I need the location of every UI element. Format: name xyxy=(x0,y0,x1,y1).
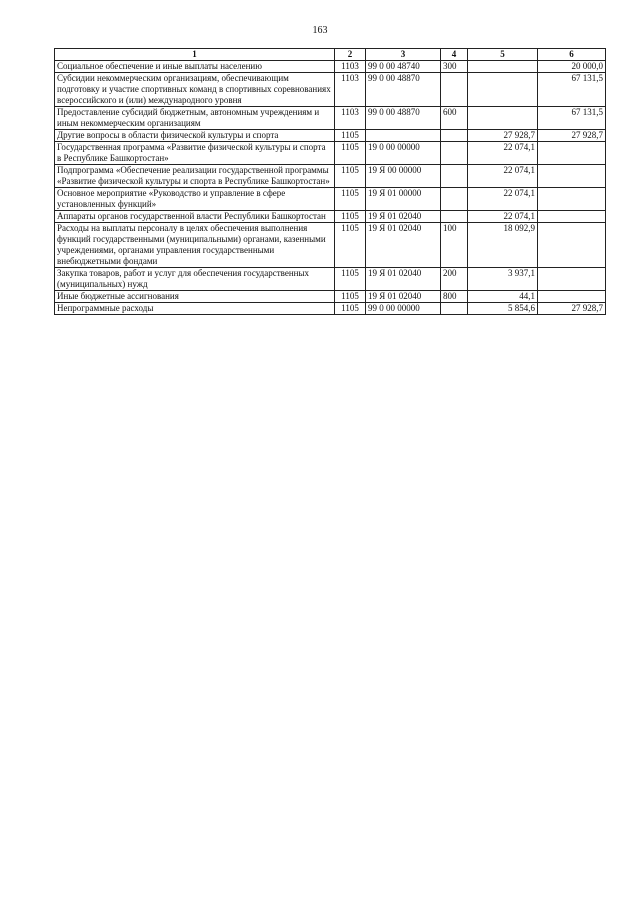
row-amount-5: 18 092,9 xyxy=(468,223,538,268)
table-row xyxy=(55,61,606,73)
row-name: Предоставление субсидий бюджетным, автономным учреждениям и иным некоммерческим организациям xyxy=(55,107,335,130)
row-section: 1103 xyxy=(335,107,366,130)
column-header: 1 xyxy=(55,49,335,61)
row-expense-type: 200 xyxy=(441,268,468,291)
row-amount-6: 67 131,5 xyxy=(538,73,606,107)
row-amount-5 xyxy=(468,61,538,73)
budget-table xyxy=(54,48,606,315)
row-expense-type xyxy=(441,130,468,142)
row-expense-type: 600 xyxy=(441,107,468,130)
row-section: 1105 xyxy=(335,211,366,223)
row-amount-6: 67 131,5 xyxy=(538,107,606,130)
row-amount-6 xyxy=(538,291,606,303)
column-header: 5 xyxy=(468,49,538,61)
row-name: Другие вопросы в области физической культуры и спорта xyxy=(55,130,335,142)
row-expense-type: 100 xyxy=(441,223,468,268)
header-row xyxy=(55,49,606,61)
row-name: Подпрограмма «Обеспечение реализации государственной программы «Развитие физической культуры и спорта в Республике Башкортостан» xyxy=(55,165,335,188)
row-section: 1105 xyxy=(335,165,366,188)
row-expense-type xyxy=(441,73,468,107)
table-row xyxy=(55,303,606,315)
table-row xyxy=(55,130,606,142)
row-target: 99 0 00 00000 xyxy=(366,303,441,315)
row-expense-type xyxy=(441,188,468,211)
row-target xyxy=(366,130,441,142)
column-header: 3 xyxy=(366,49,441,61)
row-amount-5 xyxy=(468,73,538,107)
table-row xyxy=(55,223,606,268)
row-amount-5: 22 074,1 xyxy=(468,211,538,223)
row-target: 19 Я 01 00000 xyxy=(366,188,441,211)
row-section: 1103 xyxy=(335,73,366,107)
row-section: 1103 xyxy=(335,61,366,73)
row-amount-6: 27 928,7 xyxy=(538,303,606,315)
row-target: 19 Я 00 00000 xyxy=(366,165,441,188)
row-section: 1105 xyxy=(335,130,366,142)
row-target: 19 Я 01 02040 xyxy=(366,268,441,291)
table-row xyxy=(55,268,606,291)
table-row xyxy=(55,188,606,211)
row-section: 1105 xyxy=(335,268,366,291)
row-amount-6 xyxy=(538,142,606,165)
row-section: 1105 xyxy=(335,223,366,268)
row-expense-type xyxy=(441,303,468,315)
row-target: 19 Я 01 02040 xyxy=(366,211,441,223)
row-name: Субсидии некоммерческим организациям, обеспечивающим подготовку и участие спортивных команд в спортивных соревнованиях всероссийского и (или) международного уровня xyxy=(55,73,335,107)
row-target: 99 0 00 48740 xyxy=(366,61,441,73)
row-section: 1105 xyxy=(335,142,366,165)
row-amount-6: 27 928,7 xyxy=(538,130,606,142)
row-name: Государственная программа «Развитие физической культуры и спорта в Республике Башкортостан» xyxy=(55,142,335,165)
row-name: Закупка товаров, работ и услуг для обеспечения государственных (муниципальных) нужд xyxy=(55,268,335,291)
row-amount-6 xyxy=(538,188,606,211)
row-amount-6: 20 000,0 xyxy=(538,61,606,73)
row-amount-6 xyxy=(538,211,606,223)
table-header xyxy=(55,49,606,61)
row-expense-type: 800 xyxy=(441,291,468,303)
row-target: 19 Я 01 02040 xyxy=(366,291,441,303)
row-target: 19 0 00 00000 xyxy=(366,142,441,165)
row-amount-6 xyxy=(538,223,606,268)
row-expense-type: 300 xyxy=(441,61,468,73)
table-body xyxy=(55,61,606,315)
row-target: 99 0 00 48870 xyxy=(366,107,441,130)
page-number: 163 xyxy=(312,25,328,36)
row-amount-5: 5 854,6 xyxy=(468,303,538,315)
row-name: Социальное обеспечение и иные выплаты населению xyxy=(55,61,335,73)
row-amount-5: 44,1 xyxy=(468,291,538,303)
column-header: 6 xyxy=(538,49,606,61)
row-amount-5: 22 074,1 xyxy=(468,188,538,211)
column-header: 2 xyxy=(335,49,366,61)
table-row xyxy=(55,107,606,130)
row-target: 19 Я 01 02040 xyxy=(366,223,441,268)
row-section: 1105 xyxy=(335,303,366,315)
row-amount-5: 3 937,1 xyxy=(468,268,538,291)
table-row xyxy=(55,291,606,303)
row-amount-6 xyxy=(538,165,606,188)
table-row xyxy=(55,142,606,165)
row-name: Непрограммные расходы xyxy=(55,303,335,315)
row-section: 1105 xyxy=(335,291,366,303)
row-expense-type xyxy=(441,211,468,223)
row-expense-type xyxy=(441,142,468,165)
row-name: Основное мероприятие «Руководство и управление в сфере установленных функций» xyxy=(55,188,335,211)
row-expense-type xyxy=(441,165,468,188)
table-row xyxy=(55,73,606,107)
row-amount-5 xyxy=(468,107,538,130)
row-name: Иные бюджетные ассигнования xyxy=(55,291,335,303)
column-header: 4 xyxy=(441,49,468,61)
row-target: 99 0 00 48870 xyxy=(366,73,441,107)
row-name: Аппараты органов государственной власти Республики Башкортостан xyxy=(55,211,335,223)
row-amount-5: 22 074,1 xyxy=(468,165,538,188)
table-row xyxy=(55,165,606,188)
table-row xyxy=(55,211,606,223)
row-section: 1105 xyxy=(335,188,366,211)
row-amount-6 xyxy=(538,268,606,291)
row-amount-5: 27 928,7 xyxy=(468,130,538,142)
row-amount-5: 22 074,1 xyxy=(468,142,538,165)
row-name: Расходы на выплаты персоналу в целях обеспечения выполнения функций государственными (муниципальными) органами, казенными учреждениями, органами управления государственными внебюджетными фондами xyxy=(55,223,335,268)
